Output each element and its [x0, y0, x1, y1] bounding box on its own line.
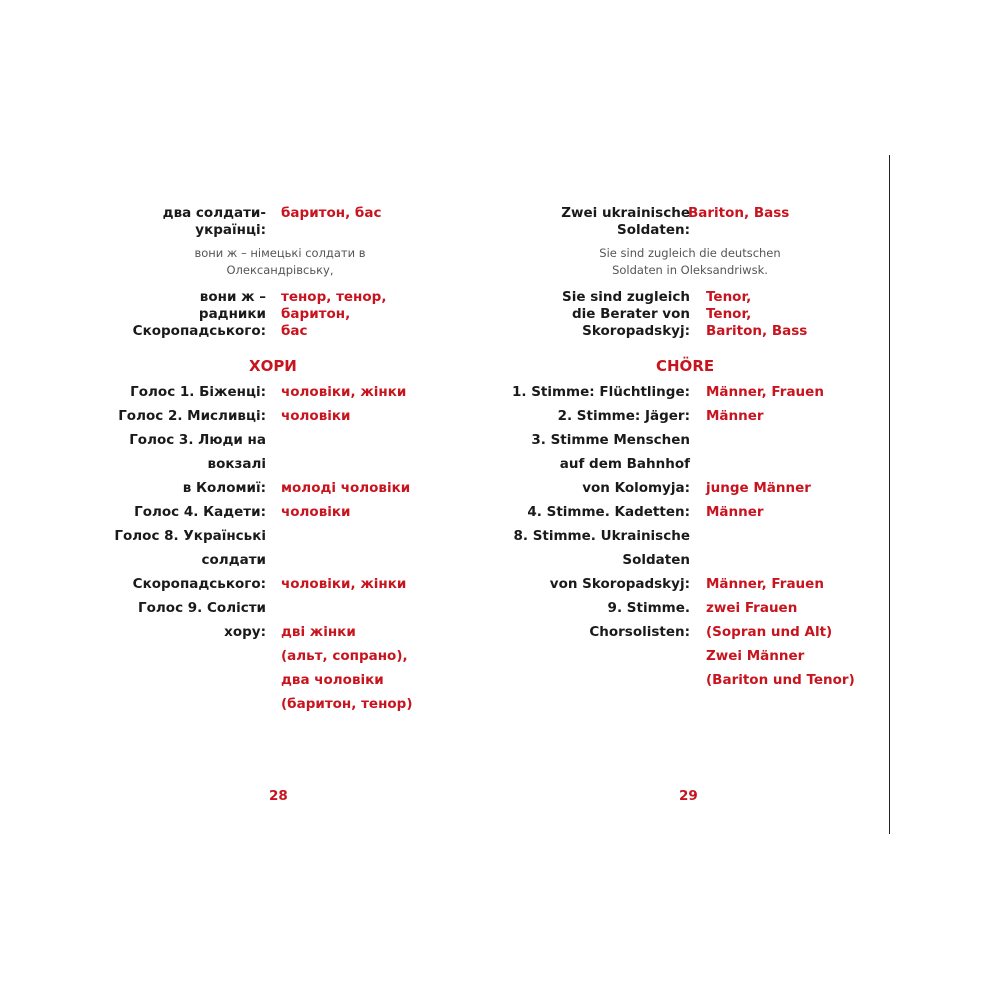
choir-voice-casting: (Sopran und Alt) [706, 624, 833, 640]
choir-voice-label: 1. Stimme: Flüchtlinge: [511, 384, 690, 400]
choir-voice-casting: Männer [706, 408, 764, 424]
choir-voice-label: Голос 2. Мисливці: [118, 408, 266, 424]
choir-voice-casting: чоловіки [281, 408, 351, 424]
choir-voice-casting: Zwei Männer [706, 648, 805, 664]
choir-voice-label: хору: [224, 624, 266, 640]
choir-voice-label: Голос 1. Біженці: [130, 384, 266, 400]
choirs-heading: ХОРИ [249, 357, 297, 375]
choir-voice-casting: чоловіки, жінки [281, 384, 407, 400]
choir-voice-label: солдати [201, 552, 266, 568]
cast-label-ukrainian-soldiers: Zwei ukrainische Soldaten: [561, 205, 690, 238]
choir-voice-label: Chorsolisten: [589, 624, 690, 640]
choirs-heading: CHÖRE [656, 357, 715, 375]
choir-voice-casting: Männer, Frauen [706, 384, 824, 400]
choir-voice-label: вокзалі [207, 456, 266, 472]
choir-voice-label: Голос 8. Українські [114, 528, 266, 544]
choir-voice-label: Скоропадського: [132, 576, 266, 592]
choir-voice-casting: чоловіки, жінки [281, 576, 407, 592]
choir-voice-label: 4. Stimme. Kadetten: [527, 504, 690, 520]
cast-label-advisers: вони ж – радники Скоропадського: [132, 289, 266, 339]
choir-voice-label: Голос 3. Люди на [129, 432, 266, 448]
page-number: 28 [269, 788, 288, 804]
cast-note: вони ж – німецькі солдати в Олександрівську, [194, 246, 366, 277]
choir-voice-casting: junge Männer [706, 480, 811, 496]
page-edge-divider [889, 155, 890, 834]
choir-voice-label: 9. Stimme. [607, 600, 690, 616]
choir-voice-casting: молоді чоловіки [281, 480, 411, 496]
choir-voice-casting: два чоловіки [281, 672, 384, 688]
cast-label-advisers: Sie sind zugleich die Berater von Skoropadskyj: [562, 289, 690, 339]
choir-voice-casting: дві жінки [281, 624, 356, 640]
choir-voice-label: von Skoropadskyj: [549, 576, 690, 592]
choir-voice-casting: Männer [706, 504, 764, 520]
choir-voice-label: Голос 4. Кадети: [134, 504, 266, 520]
cast-note: Sie sind zugleich die deutschen Soldaten in Oleksandriwsk. [599, 246, 781, 277]
choir-voice-label: von Kolomyja: [582, 480, 690, 496]
choir-voice-label: Голос 9. Солісти [138, 600, 266, 616]
choir-voice-casting: (альт, сопрано), [281, 648, 408, 664]
cast-label-ukrainian-soldiers: два солдати- українці: [162, 205, 266, 238]
cast-voice-ukrainian-soldiers: баритон, бас [281, 205, 382, 221]
choir-voice-label: auf dem Bahnhof [559, 456, 690, 472]
choir-voice-label: в Коломиї: [182, 480, 266, 496]
choir-voice-label: 2. Stimme: Jäger: [557, 408, 690, 424]
choir-voice-label: Soldaten [622, 552, 690, 568]
choir-voice-casting: чоловіки [281, 504, 351, 520]
choir-voice-label: 8. Stimme. Ukrainische [513, 528, 690, 544]
choir-voice-casting: (Bariton und Tenor) [706, 672, 855, 688]
choir-voice-label: 3. Stimme Menschen [531, 432, 690, 448]
cast-voice-ukrainian-soldiers: Bariton, Bass [688, 205, 790, 221]
cast-voice-advisers: Tenor, Tenor, Bariton, Bass [706, 289, 808, 339]
choir-voice-casting: Männer, Frauen [706, 576, 824, 592]
choir-voice-casting: (баритон, тенор) [281, 696, 413, 712]
cast-voice-advisers: тенор, тенор, баритон, бас [281, 289, 387, 339]
choir-voice-casting: zwei Frauen [706, 600, 798, 616]
page-number: 29 [679, 788, 698, 804]
